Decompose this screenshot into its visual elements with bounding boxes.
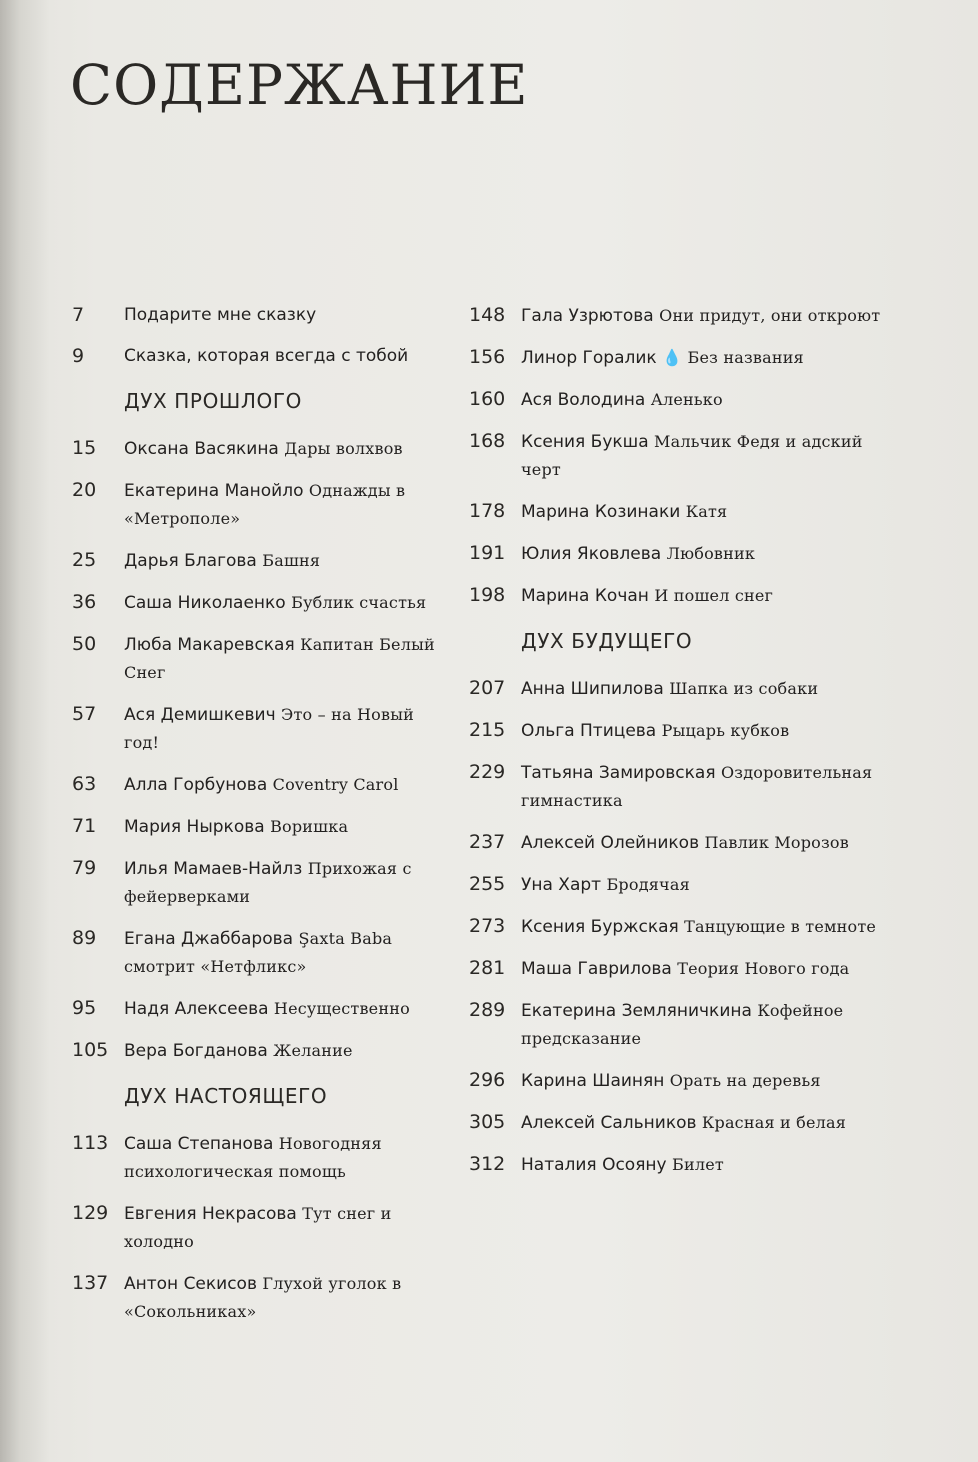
page-title: СОДЕРЖАНИЕ	[70, 53, 529, 117]
toc-entry	[469, 582, 889, 610]
work-title: Красная и белая	[701, 1113, 847, 1132]
author-name: Карина Шаинян	[521, 1071, 665, 1091]
work-title: Несущественно	[273, 999, 410, 1018]
page-number: 79	[72, 857, 97, 879]
author-name: Подарите мне сказку	[124, 305, 317, 325]
page-number: 89	[72, 927, 97, 949]
page-number: 113	[72, 1132, 109, 1154]
toc-entry	[469, 759, 889, 815]
page-number: 305	[469, 1111, 506, 1133]
entry-text	[521, 997, 889, 1053]
author-name: Уна Харт	[521, 875, 602, 895]
toc-entry	[72, 1200, 452, 1256]
toc-entry	[469, 717, 889, 745]
author-name: Надя Алексеева	[124, 999, 269, 1019]
page-number: 289	[469, 999, 506, 1021]
page-number: 160	[469, 388, 506, 410]
work-title: Это – на Новый год!	[124, 705, 415, 752]
entry-text	[124, 1130, 452, 1186]
entry-text	[521, 675, 889, 703]
work-title: Танцующие в темноте	[684, 917, 877, 936]
page-number: 9	[72, 345, 85, 367]
page-number: 215	[469, 719, 506, 741]
page-number: 105	[72, 1039, 109, 1061]
toc-entry	[469, 955, 889, 983]
page-number: 36	[72, 591, 97, 613]
entry-text	[521, 582, 889, 610]
work-title: Бублик счастья	[291, 593, 427, 612]
entry-text	[124, 1037, 452, 1065]
toc-entry	[469, 1151, 889, 1179]
toc-entry	[72, 701, 452, 757]
entry-text	[124, 435, 452, 463]
toc-entry	[469, 913, 889, 941]
entry-text	[521, 913, 889, 941]
page-number: 71	[72, 815, 97, 837]
toc-entry	[469, 1109, 889, 1137]
page-number: 25	[72, 549, 97, 571]
author-name: Евгения Некрасова	[124, 1204, 297, 1224]
entry-text	[124, 701, 452, 757]
work-title: Желание	[273, 1041, 353, 1060]
author-name: Оксана Васякина	[124, 439, 279, 459]
work-title: Билет	[672, 1155, 724, 1174]
page-number: 148	[469, 304, 506, 326]
page-number: 20	[72, 479, 97, 501]
page-number: 57	[72, 703, 97, 725]
page-number: 168	[469, 430, 506, 452]
page-number: 15	[72, 437, 97, 459]
toc-entry	[469, 498, 889, 526]
work-title: Тут снег и холодно	[124, 1204, 392, 1251]
entry-text	[521, 717, 889, 745]
entry-text	[124, 589, 452, 617]
author-name: Алексей Олейников	[521, 833, 700, 853]
entry-text	[124, 1200, 452, 1256]
entry-text	[124, 925, 452, 981]
author-name: Люба Макаревская	[124, 635, 295, 655]
toc-entry	[72, 813, 452, 841]
work-title: Coventry Carol	[272, 775, 399, 794]
page-number: 255	[469, 873, 506, 895]
author-name: Мария Ныркова	[124, 817, 265, 837]
work-title: Кофейное предсказание	[521, 1001, 844, 1048]
work-title: И пошел снег	[654, 586, 774, 605]
page-number: 137	[72, 1272, 109, 1294]
page-number: 229	[469, 761, 506, 783]
author-name: Алексей Сальников	[521, 1113, 697, 1133]
entry-text	[124, 995, 452, 1023]
toc-entry	[72, 995, 452, 1023]
author-name: Марина Кочан	[521, 586, 649, 606]
author-name: Саша Николаенко	[124, 593, 286, 613]
entry-text	[521, 540, 889, 568]
author-name: Ольга Птицева	[521, 721, 657, 741]
work-title: Şaxta Baba смотрит «Нетфликс»	[124, 929, 393, 976]
entry-text	[124, 302, 452, 329]
toc-entry	[72, 589, 452, 617]
toc-entry	[469, 302, 889, 330]
page-number: 129	[72, 1202, 109, 1224]
author-name: Екатерина Земляничкина	[521, 1001, 752, 1021]
entry-text	[124, 813, 452, 841]
page-number: 7	[72, 304, 85, 326]
work-title: Теория Нового года	[677, 959, 850, 978]
toc-entry	[469, 428, 889, 484]
section-heading: ДУХ БУДУЩЕГО	[521, 629, 693, 653]
entry-text	[124, 631, 452, 687]
author-name: Вера Богданова	[124, 1041, 268, 1061]
entry-text	[521, 871, 889, 899]
section-heading: ДУХ ПРОШЛОГО	[124, 389, 303, 413]
page-number: 191	[469, 542, 506, 564]
toc-entry	[72, 925, 452, 981]
work-title: Любовник	[666, 544, 756, 563]
page-number: 296	[469, 1069, 506, 1091]
page-number: 50	[72, 633, 97, 655]
page-number: 63	[72, 773, 97, 795]
entry-text	[521, 428, 889, 484]
author-name: Ксения Буржская	[521, 917, 679, 937]
toc-entry	[72, 855, 452, 911]
toc-entry	[72, 1270, 452, 1326]
work-title: Однажды в «Метрополе»	[124, 481, 406, 528]
entry-text	[521, 955, 889, 983]
author-name: Алла Горбунова	[124, 775, 268, 795]
toc-entry	[72, 1037, 452, 1065]
page-number: 207	[469, 677, 506, 699]
author-name: Ася Володина	[521, 390, 646, 410]
author-name: Гала Узрютова	[521, 306, 654, 326]
toc-entry	[72, 435, 452, 463]
work-title: Новогодняя психологическая помощь	[124, 1134, 382, 1181]
author-name: Ксения Букша	[521, 432, 649, 452]
entry-text	[124, 1270, 452, 1326]
author-name: Сказка, которая всегда с тобой	[124, 346, 409, 366]
toc-entry	[469, 871, 889, 899]
entry-text	[521, 386, 889, 414]
page-number: 178	[469, 500, 506, 522]
toc-entry	[469, 829, 889, 857]
entry-text	[521, 1067, 889, 1095]
work-title: Павлик Морозов	[704, 833, 849, 852]
toc-entry	[72, 477, 452, 533]
toc-entry	[469, 344, 889, 372]
author-name: Дарья Благова	[124, 551, 257, 571]
entry-text	[521, 829, 889, 857]
author-name: Екатерина Манойло	[124, 481, 304, 501]
entry-text	[521, 498, 889, 526]
toc-entry	[469, 386, 889, 414]
page-number: 281	[469, 957, 506, 979]
toc-entry	[72, 343, 452, 370]
page-gutter	[0, 0, 50, 1462]
page-number: 156	[469, 346, 506, 368]
author-name: Анна Шипилова	[521, 679, 664, 699]
page-number: 198	[469, 584, 506, 606]
work-title: Воришка	[270, 817, 349, 836]
work-title: Башня	[262, 551, 321, 570]
toc-entry	[72, 302, 452, 329]
work-title: Орать на деревья	[669, 1071, 821, 1090]
toc-entry	[469, 1067, 889, 1095]
work-title: Шапка из собаки	[669, 679, 819, 698]
entry-text	[124, 771, 452, 799]
page-number: 312	[469, 1153, 506, 1175]
work-title: Оздоровительная гимнастика	[521, 763, 873, 810]
author-name: Татьяна Замировская	[521, 763, 716, 783]
author-name: Ася Демишкевич	[124, 705, 276, 725]
page-number: 95	[72, 997, 97, 1019]
page-number: 237	[469, 831, 506, 853]
page-number: 273	[469, 915, 506, 937]
toc-entry	[72, 631, 452, 687]
author-name: Антон Секисов	[124, 1274, 257, 1294]
author-name: Юлия Яковлева	[521, 544, 662, 564]
entry-text	[521, 302, 889, 330]
author-name: Егана Джаббарова	[124, 929, 294, 949]
section-heading: ДУХ НАСТОЯЩЕГО	[124, 1084, 328, 1108]
entry-text	[124, 547, 452, 575]
toc-right-column	[469, 302, 889, 1193]
entry-text	[521, 759, 889, 815]
toc-entry	[72, 1130, 452, 1186]
work-title: Рыцарь кубков	[661, 721, 790, 740]
work-title: Мальчик Федя и адский черт	[521, 432, 863, 479]
author-name: Линор Горалик	[521, 348, 657, 368]
work-title: Капитан Белый Снег	[124, 635, 435, 682]
work-title: Они придут, они откроют	[659, 306, 881, 325]
work-title: Дары волхвов	[284, 439, 403, 458]
toc-left-column	[72, 302, 452, 1340]
entry-text	[124, 855, 452, 911]
author-name: Наталия Осояну	[521, 1155, 667, 1175]
toc-entry	[469, 540, 889, 568]
work-title: Катя	[685, 502, 728, 521]
entry-text	[124, 343, 452, 370]
entry-text	[124, 477, 452, 533]
work-title: 💧 Без названия	[662, 348, 804, 367]
work-title: Глухой уголок в «Сокольниках»	[124, 1274, 402, 1321]
entry-text	[521, 1109, 889, 1137]
author-name: Саша Степанова	[124, 1134, 274, 1154]
author-name: Илья Мамаев-Найлз	[124, 859, 303, 879]
work-title: Бродячая	[606, 875, 690, 894]
toc-entry	[72, 771, 452, 799]
entry-text	[521, 1151, 889, 1179]
author-name: Маша Гаврилова	[521, 959, 672, 979]
author-name: Марина Козинаки	[521, 502, 681, 522]
entry-text	[521, 344, 889, 372]
toc-entry	[469, 997, 889, 1053]
work-title: Аленько	[650, 390, 723, 409]
work-title: Прихожая с фейерверками	[124, 859, 412, 906]
toc-entry	[72, 547, 452, 575]
toc-entry	[469, 675, 889, 703]
